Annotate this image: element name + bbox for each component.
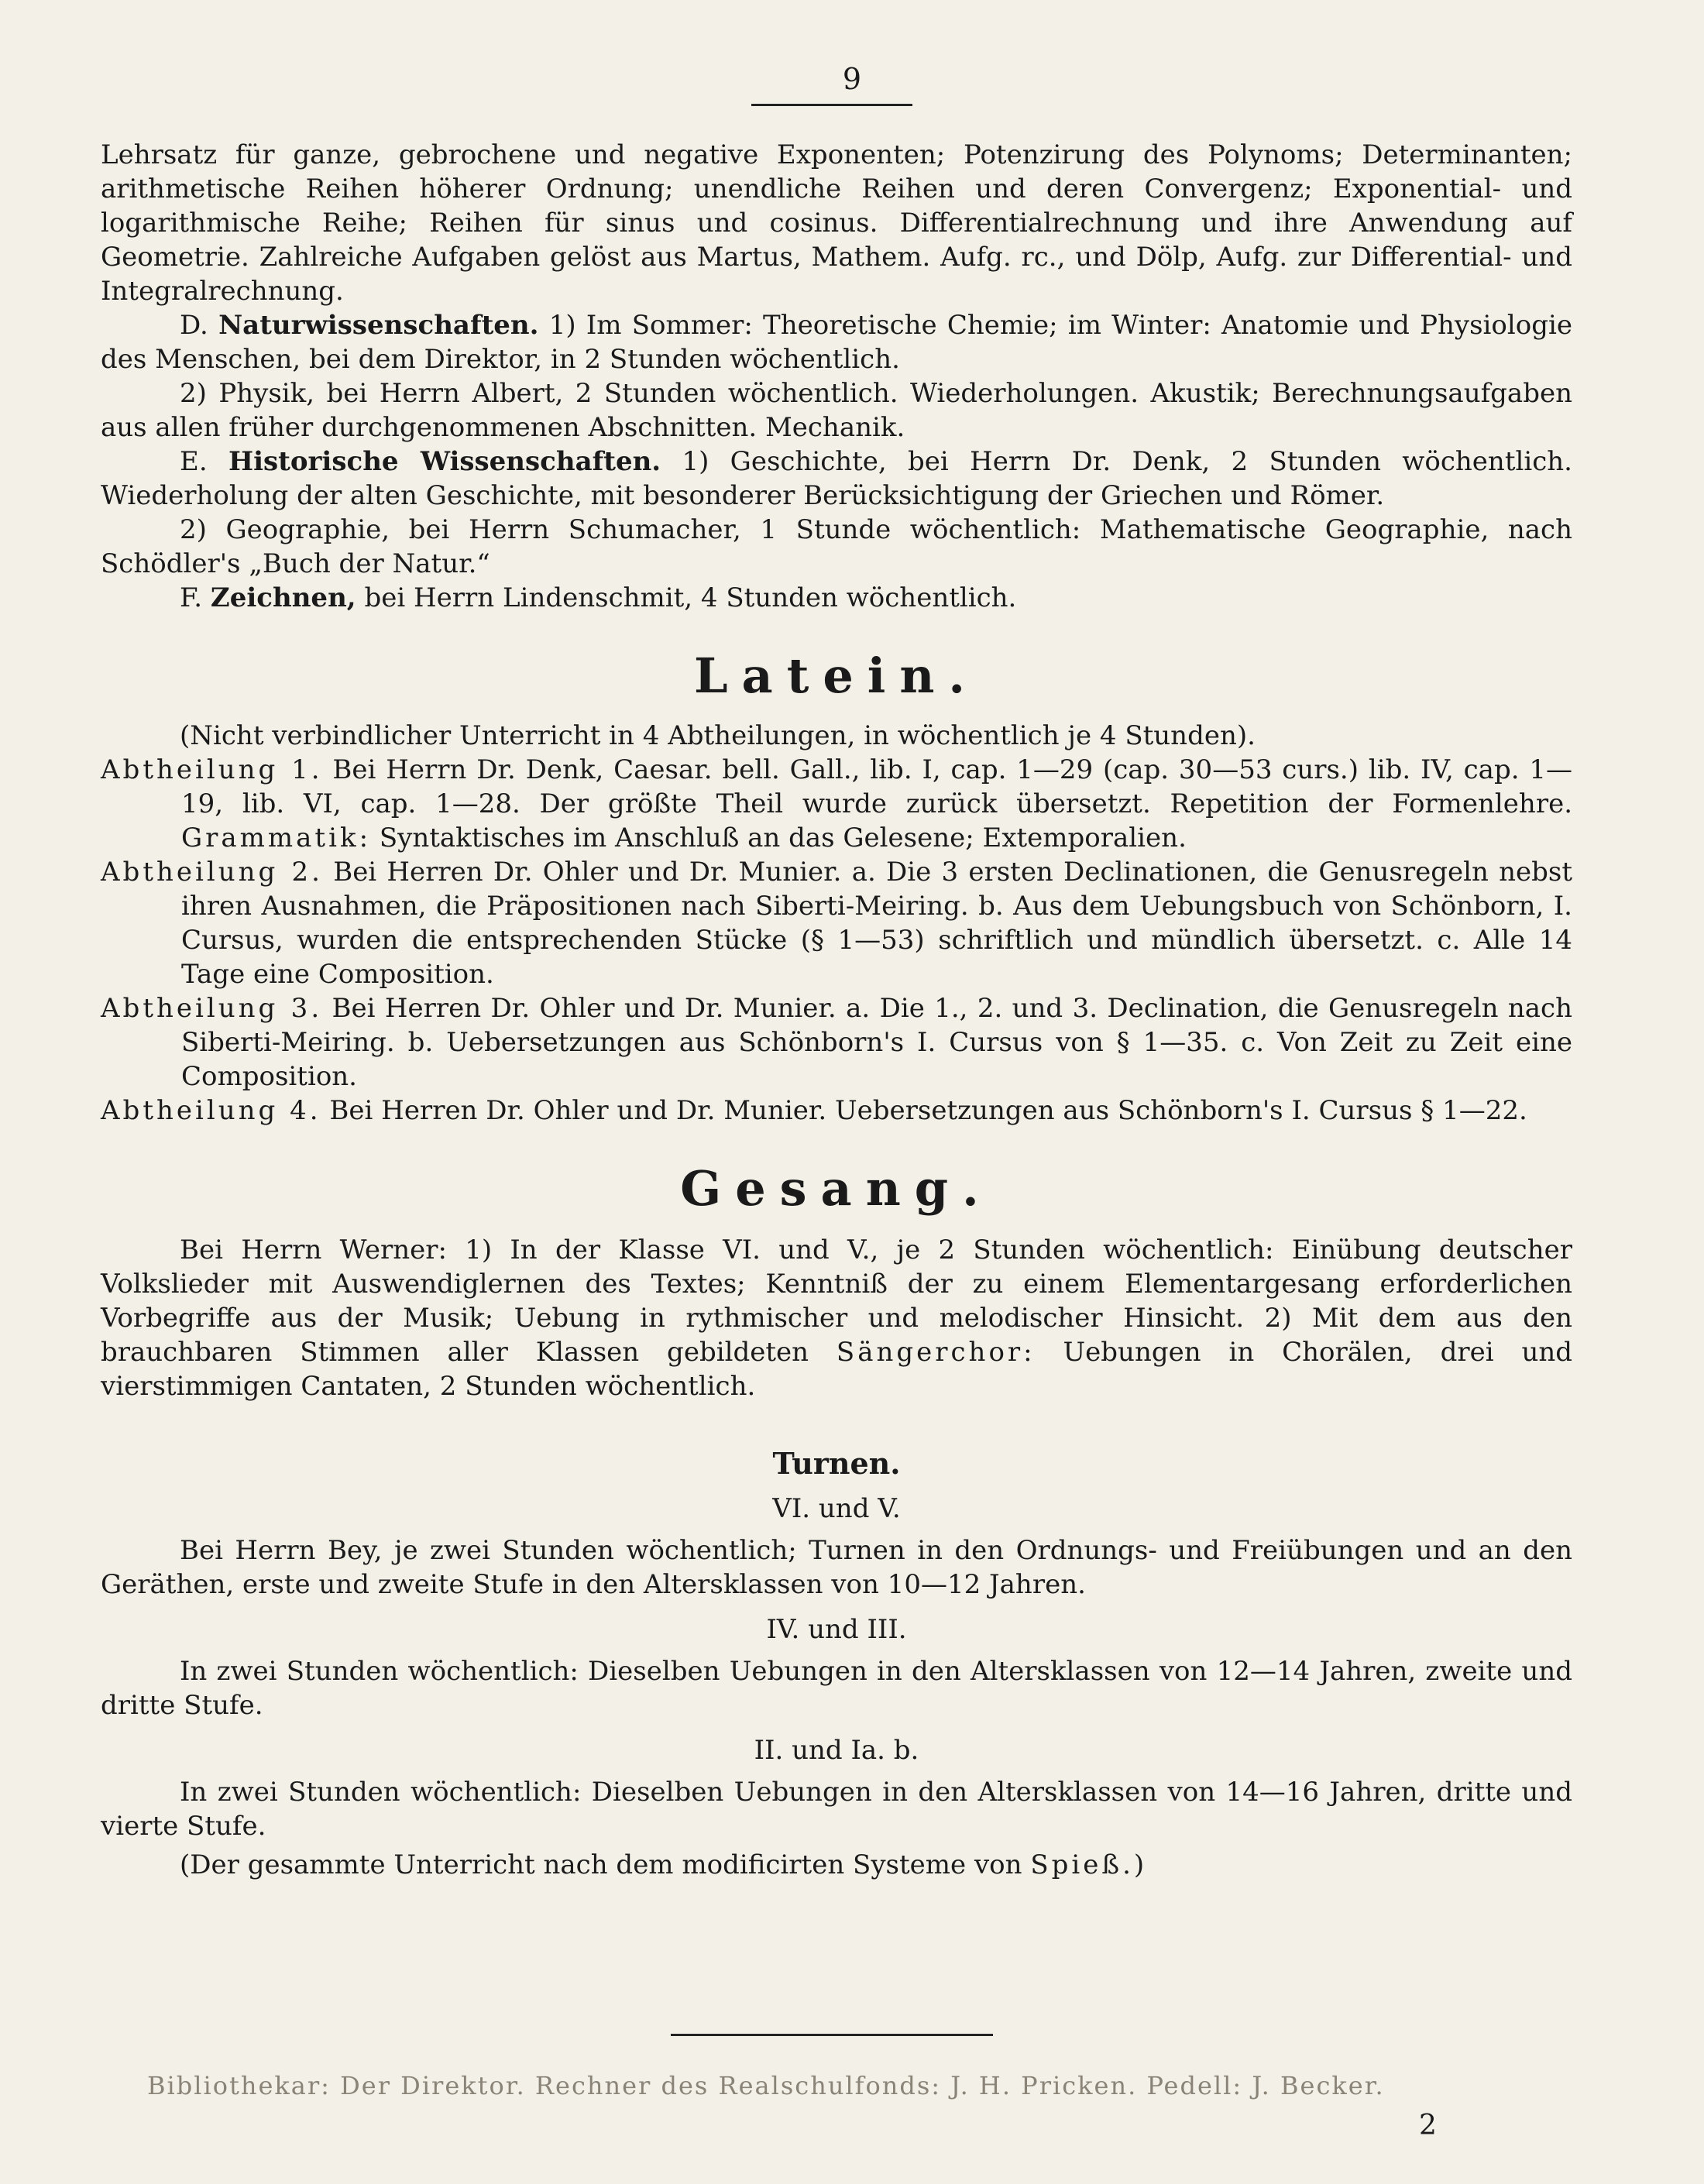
abtheilung-3-text: Bei Herren Dr. Ohler und Dr. Munier. a. Die 1., 2. und 3. Declination, die Genusregeln nach Siberti-Meiring. b. Uebersetzungen aus Schönborn's I. Cursus von § 1—35. c. Von Zeit zu Zeit eine Composition. — [181, 993, 1572, 1092]
turnen-closing — [101, 1848, 1572, 1882]
abtheilung-1-text: Bei Herrn Dr. Denk, Caesar. bell. Gall., lib. I, cap. 1—29 (cap. 30—53 curs.) lib. IV, cap. 1—19, lib. VI, cap. 1—28. Der größte Theil wurde zurück übersetzt. Repetition der Formenlehre. — [181, 754, 1572, 819]
gesang-teacher: Bei Herrn Werner: — [180, 1235, 447, 1265]
turnen-heading: Turnen. — [772, 1446, 901, 1481]
abtheilung-2-label: Abtheilung 2. — [101, 857, 323, 888]
abtheilung-4-text: Bei Herren Dr. Ohler und Dr. Munier. Uebersetzungen aus Schönborn's I. Cursus § 1—22. — [329, 1095, 1527, 1126]
abtheilung-2-text: Bei Herren Dr. Ohler und Dr. Munier. a. Die 3 ersten Declinationen, die Genusregeln nebst ihren Ausnahmen, die Präpositionen nach Siberti-Meiring. b. Aus dem Uebungsbuch von Schönborn, I. Cursus, wurden die entsprechenden Stücke (§ 1—53) schriftlich und mündlich übersetzt. c. Alle 14 Tage eine Composition. — [181, 857, 1572, 990]
gesang-choir: Sängerchor: — [836, 1337, 1036, 1368]
turnen-subheading-3: II. und Ia. b. — [754, 1735, 919, 1766]
latein-heading: Latein. — [693, 647, 980, 704]
section-e2: 2) Geographie, bei Herrn Schumacher, 1 Stunde wöchentlich: Mathematische Geographie, nach Schödler's „Buch der Natur.“ — [101, 514, 1572, 579]
grammatik-text: Syntaktisches im Anschluß an das Gelesene; Extemporalien. — [379, 822, 1187, 853]
turnen-paragraph-2: In zwei Stunden wöchentlich: Dieselben Uebungen in den Altersklassen von 12—14 Jahren, zweite und dritte Stufe. — [101, 1656, 1572, 1721]
latein-abtheilung-2 — [101, 855, 1572, 991]
section-d-label: D. — [180, 310, 208, 341]
section-f — [101, 581, 1572, 615]
section-e-title: Historische Wissenschaften. — [228, 446, 661, 477]
section-d-title: Naturwissenschaften. — [218, 310, 539, 341]
section-d2: 2) Physik, bei Herrn Albert, 2 Stunden wöchentlich. Wiederholungen. Akustik; Berechnungsaufgaben aus allen früher durchgenommenen Abschnitten. Mechanik. — [101, 378, 1572, 443]
latein-note: (Nicht verbindlicher Unterricht in 4 Abtheilungen, in wöchentlich je 4 Stunden). — [180, 720, 1256, 751]
turnen-subheading-1: VI. und V. — [772, 1493, 901, 1524]
section-e-text: 1) Geschichte, bei Herrn Dr. Denk, 2 Stunden wöchentlich. Wiederholung der alten Geschichte, mit besonderer Berücksichtigung der Griechen und Römer. — [101, 446, 1572, 511]
sheet-number: 2 — [1419, 2110, 1437, 2141]
gesang-text-2: Uebungen in Chorälen, drei und vierstimmigen Cantaten, 2 Stunden wöchentlich. — [101, 1337, 1573, 1402]
page-number: 9 — [842, 62, 862, 96]
footer-rule — [671, 2034, 993, 2036]
turnen-closing-text: (Der gesammte Unterricht nach dem modificirten Systeme von — [180, 1849, 1022, 1880]
latein-abtheilung-1 — [101, 753, 1572, 855]
abtheilung-1-label: Abtheilung 1. — [101, 754, 323, 785]
gesang-heading: Gesang. — [680, 1160, 993, 1217]
abtheilung-4-label: Abtheilung 4. — [101, 1095, 321, 1126]
turnen-subheading-2: IV. und III. — [766, 1614, 907, 1645]
continuation-paragraph: Lehrsatz für ganze, gebrochene und negative Exponenten; Potenzirung des Polynoms; Determinanten; arithmetische Reihen höherer Ordnung; unendliche Reihen und deren Convergenz; Exponential- und logarithmische Reihe; Reihen für sinus und cosinus. Differentialrechnung und ihre Anwendung auf Geometrie. Zahlreiche Aufgaben gelöst aus Martus, Mathem. Aufg. rc., und Dölp, Aufg. zur Differential- und Integralrechnung. — [101, 139, 1572, 307]
section-d-text: 1) Im Sommer: Theoretische Chemie; im Winter: Anatomie und Physiologie des Menschen, bei dem Direktor, in 2 Stunden wöchentlich. — [101, 310, 1572, 375]
section-e-label: E. — [180, 446, 208, 477]
section-d — [101, 308, 1572, 376]
turnen-paragraph-3: In zwei Stunden wöchentlich: Dieselben Uebungen in den Altersklassen von 14—16 Jahren, dritte und vierte Stufe. — [101, 1777, 1572, 1842]
section-e — [101, 445, 1572, 513]
latein-abtheilung-3 — [101, 991, 1572, 1094]
gesang-paragraph — [101, 1233, 1572, 1403]
abtheilung-3-label: Abtheilung 3. — [101, 993, 323, 1024]
footer-show-through: Bibliothekar: Der Direktor. Rechner des Realschulfonds: J. H. Pricken. Pedell: J. Becker. — [147, 2071, 1385, 2100]
section-f-text: bei Herrn Lindenschmit, 4 Stunden wöchentlich. — [364, 582, 1017, 613]
grammatik-label: Grammatik: — [181, 822, 372, 853]
section-f-title: Zeichnen, — [210, 582, 356, 613]
section-f-label: F. — [180, 582, 203, 613]
gesang-text-1: 1) In der Klasse VI. und V., je 2 Stunden wöchentlich: Einübung deutscher Volkslieder mit Auswendiglernen des Textes; Kenntniß der zu einem Elementargesang erforderlichen Vorbegriffe aus der Musik; Uebung in rythmischer und melodischer Hinsicht. 2) Mit dem aus den brauchbaren Stimmen aller Klassen gebildeten — [101, 1235, 1572, 1368]
latein-abtheilung-4 — [101, 1094, 1572, 1128]
turnen-closing-name: Spieß.) — [1030, 1849, 1148, 1880]
turnen-paragraph-1: Bei Herrn Bey, je zwei Stunden wöchentlich; Turnen in den Ordnungs- und Freiübungen und an den Geräthen, erste und zweite Stufe in den Altersklassen von 10—12 Jahren. — [101, 1535, 1572, 1600]
header-rule — [751, 104, 912, 106]
page-body — [101, 138, 1572, 1882]
